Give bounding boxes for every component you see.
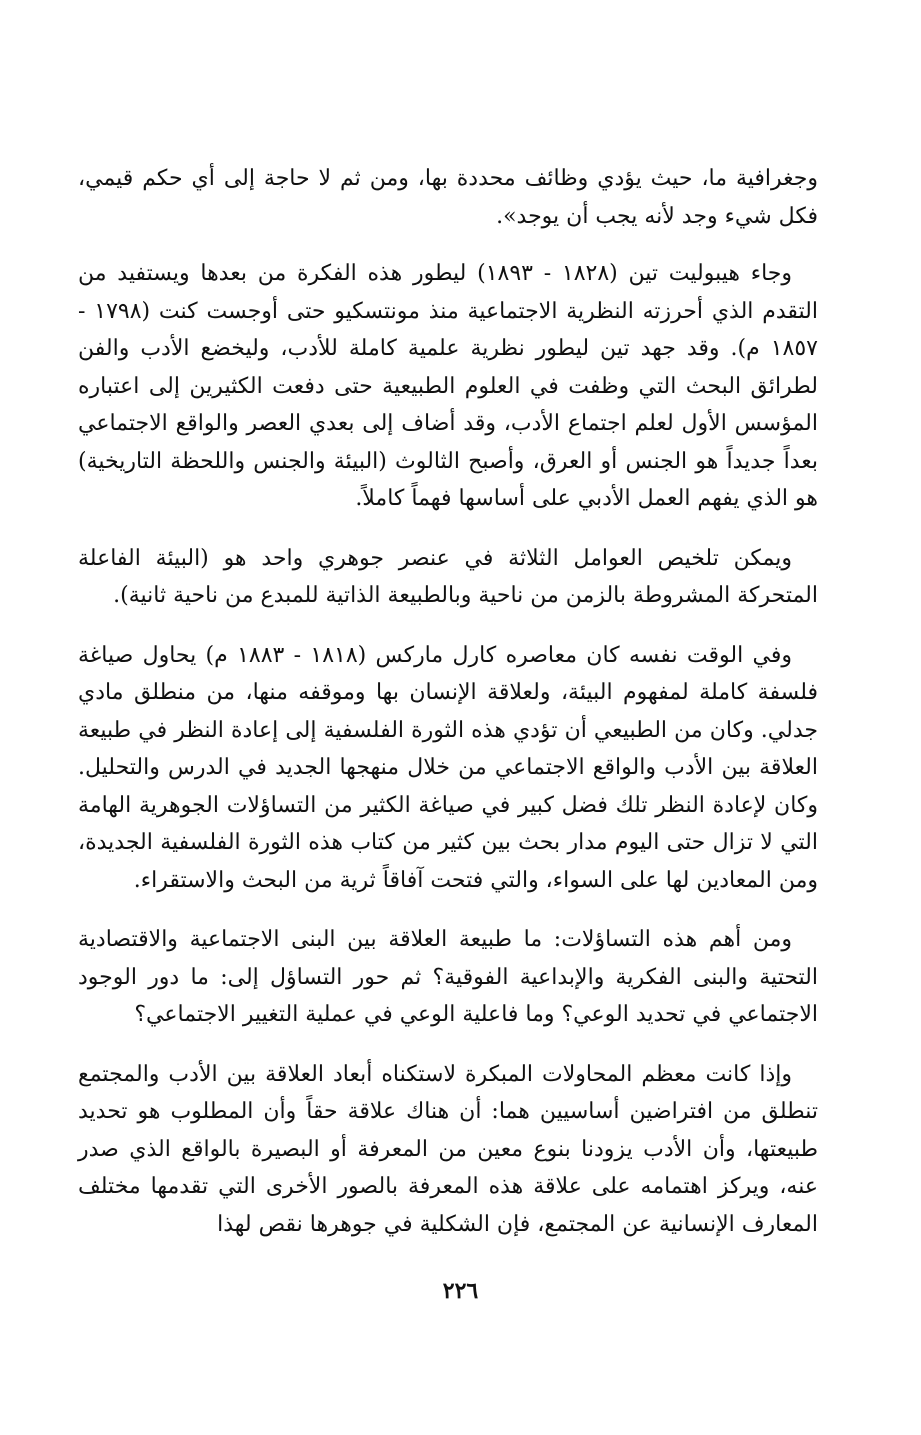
body-text xyxy=(78,160,818,1265)
paragraph-continuation: وجغرافية ما، حيث يؤدي وظائف محددة بها، ومن ثم لا حاجة إلى أي حكم قيمي، فكل شيء وجد لأنه يجب أن يوجد». xyxy=(78,166,818,229)
paragraph-three-factors: ويمكن تلخيص العوامل الثلاثة في عنصر جوهري واحد هو (البيئة الفاعلة المتحركة المشروطة بالزمن من ناحية وبالطبيعة الذاتية للمبدع من ناحية ثانية). xyxy=(78,545,818,608)
paragraph-marx: وفي الوقت نفسه كان معاصره كارل ماركس (١٨١٨ - ١٨٨٣ م) يحاول صياغة فلسفة كاملة لمفهوم البيئة، ولعلاقة الإنسان بها وموقفه منها، من منطلق مادي جدلي. وكان من الطبيعي أن تؤدي هذه الثورة الفلسفية إلى إعادة النظر في طبيعة العلاقة بين الأدب والواقع الاجتماعي من خلال منهجها الجديد في الدرس والتحليل. وكان لإعادة النظر تلك فضل كبير في صياغة الكثير من التساؤلات الجوهرية الهامة التي لا تزال حتى اليوم مدار بحث بين كثير من كتاب هذه الثورة الفلسفية الجديدة، ومن المعادين لها على السواء، والتي فتحت آفاقاً ثرية من البحث والاستقراء. xyxy=(78,642,818,893)
paragraph-questions: ومن أهم هذه التساؤلات: ما طبيعة العلاقة بين البنى الاجتماعية والاقتصادية التحتية والبنى الفكرية والإبداعية الفوقية؟ ثم حور التساؤل إلى: ما دور الوجود الاجتماعي في تحديد الوعي؟ وما فاعلية الوعي في عملية التغيير الاجتماعي؟ xyxy=(78,927,818,1027)
paragraph-taine: وجاء هيبوليت تين (١٨٢٨ - ١٨٩٣) ليطور هذه الفكرة من بعدها ويستفيد من التقدم الذي أحرزته النظرية الاجتماعية منذ مونتسكيو حتى أوجست كنت (١٧٩٨ - ١٨٥٧ م). وقد جهد تين ليطور نظرية علمية كاملة للأدب، وليخضع الأدب والفن لطرائق البحث التي وظفت في العلوم الطبيعية حتى دفعت الكثيرين إلى اعتباره المؤسس الأول لعلم اجتماع الأدب، وقد أضاف إلى بعدي العصر والواقع الاجتماعي بعداً جديداً هو الجنس أو العرق، وأصبح الثالوث (البيئة والجنس واللحظة التاريخية) هو الذي يفهم العمل الأدبي على أساسها فهماً كاملاً. xyxy=(78,261,818,511)
page-number: ٢٢٦ xyxy=(442,1278,479,1304)
paragraph-early-attempts: وإذا كانت معظم المحاولات المبكرة لاستكناه أبعاد العلاقة بين الأدب والمجتمع تنطلق من افتراضين أساسيين هما: أن هناك علاقة حقاً وأن المطلوب هو تحديد طبيعتها، وأن الأدب يزودنا بنوع معين من المعرفة أو البصيرة بالواقع الذي صدر عنه، ويركز اهتمامه على علاقة هذه المعرفة بالصور الأخرى التي تقدمها مختلف المعارف الإنسانية عن المجتمع، فإن الشكلية في جوهرها نقص لهذا xyxy=(78,1061,818,1237)
